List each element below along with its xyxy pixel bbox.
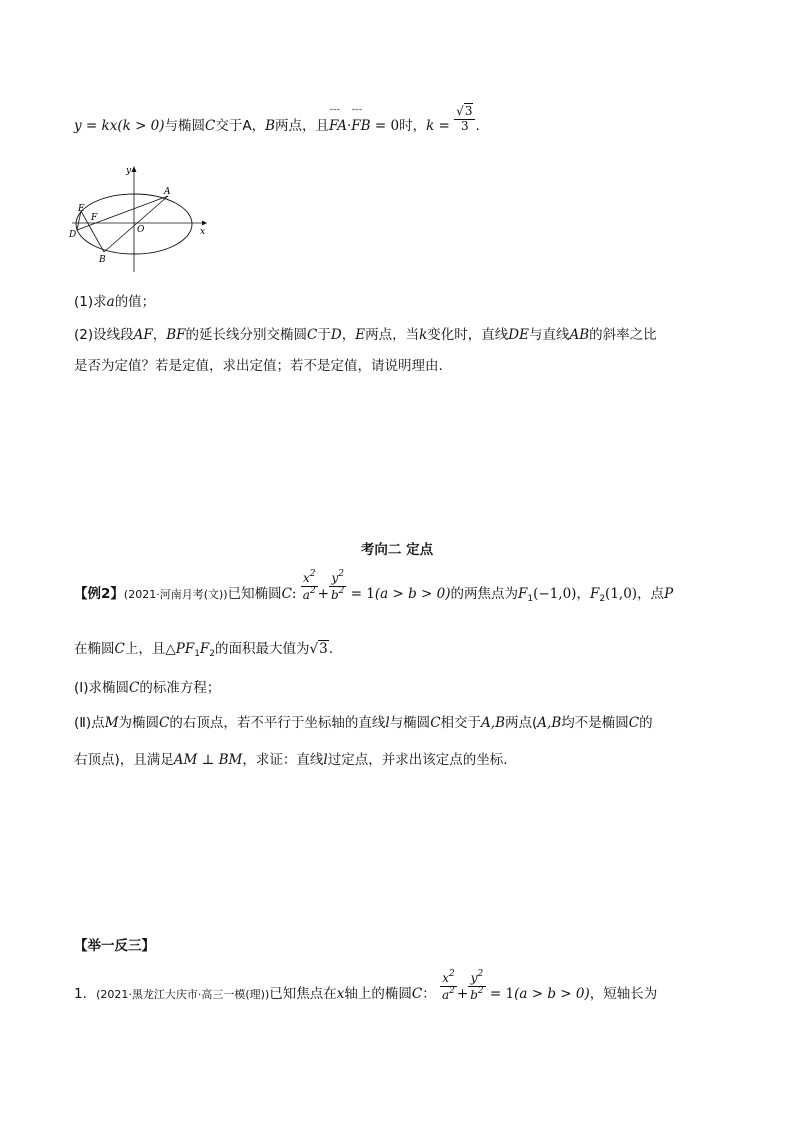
- plus: +: [456, 986, 469, 1002]
- fraction-y2-b2: $\frac{y^2}{b^2}$: [470, 969, 484, 1002]
- point-d: D: [330, 327, 342, 343]
- numerator-x: x: [442, 971, 449, 986]
- text: 已知椭圆: [227, 586, 282, 602]
- text: 于: [317, 327, 331, 343]
- period: .: [328, 641, 334, 657]
- points-ab: A,B: [481, 715, 505, 731]
- ellipse-name: C: [205, 118, 216, 134]
- source: (2021·黑龙江大庆市·高三一模(理)): [96, 988, 270, 1001]
- label-e: E: [78, 204, 85, 214]
- text: 的面积最大值为: [215, 641, 310, 657]
- text: (1)求: [74, 294, 107, 310]
- text: 在椭圆: [74, 641, 115, 657]
- segment-af: AF: [133, 327, 153, 343]
- denominator-a: a: [302, 587, 310, 602]
- subscript: 2: [209, 649, 216, 659]
- equals-one: = 1: [485, 986, 515, 1002]
- sqrt-value: 3: [464, 104, 473, 119]
- text: 的值；: [114, 294, 156, 310]
- line-de: DE: [508, 327, 529, 343]
- label-o: O: [137, 225, 145, 235]
- focus-f1: F: [518, 586, 528, 602]
- text: 的两焦点为: [450, 586, 518, 602]
- perpendicular-condition: AM ⊥ BM: [173, 752, 243, 768]
- ellipse-figure: [68, 160, 218, 275]
- points-ab: A,B: [537, 715, 562, 731]
- text: 两点，当: [365, 327, 420, 343]
- practice-section-title: [74, 934, 155, 954]
- text: 轴上的椭圆: [344, 986, 412, 1002]
- equals-zero: = 0: [370, 118, 400, 134]
- text: 相交于: [440, 715, 482, 731]
- ellipse-name: C: [628, 715, 640, 731]
- ellipse-name: C: [307, 327, 318, 343]
- label-f: F: [91, 213, 98, 223]
- text: 的斜率之比: [589, 327, 657, 343]
- numerator-x: x: [302, 571, 310, 586]
- variable-a: a: [106, 294, 115, 310]
- denominator: 3: [461, 118, 469, 133]
- ellipse-name: C: [159, 715, 170, 731]
- denominator-b: b: [330, 587, 339, 602]
- triangle-f: F: [199, 641, 210, 657]
- problem-line-1: [74, 104, 480, 134]
- fraction-x2-a2: $\frac{x^2}{a^2}$: [302, 569, 316, 602]
- point-e: E: [355, 327, 366, 343]
- section-heading: 考向二 定点: [360, 542, 434, 558]
- dot-product: ·: [347, 118, 352, 134]
- ellipse-name: C: [114, 641, 125, 657]
- example-2-line-2: [74, 637, 333, 659]
- subscript: 1: [194, 649, 200, 659]
- colon: :: [291, 586, 297, 602]
- numerator-y: y: [470, 971, 478, 986]
- x-axis-arrow: [202, 221, 207, 226]
- numerator-y: y: [331, 571, 339, 586]
- condition: (a > b > 0): [374, 586, 451, 602]
- source: (2021·河南月考(文)): [123, 588, 228, 601]
- text: 右顶点)，且满足: [74, 752, 174, 768]
- text: ，短轴长为: [589, 986, 658, 1002]
- k-condition: (k > 0): [117, 118, 165, 134]
- text: (Ⅰ)求椭圆: [74, 680, 130, 696]
- equals-one: = 1: [346, 586, 375, 602]
- subscript: 2: [599, 594, 606, 604]
- point-b: B: [265, 118, 276, 134]
- denominator-a: a: [442, 987, 450, 1002]
- label-y: y: [126, 166, 132, 176]
- text: 均不是椭圆: [561, 715, 629, 731]
- condition: (a > b > 0): [514, 986, 590, 1002]
- ellipse-name: C: [281, 586, 292, 602]
- text: 两点(: [505, 715, 538, 731]
- point-p: P: [664, 586, 674, 602]
- variable-k: k: [419, 327, 428, 343]
- focus-f1-coords: (−1,0): [533, 586, 577, 602]
- text: 过定点，并求出该定点的坐标.: [327, 752, 508, 768]
- text: 的标准方程；: [139, 680, 221, 696]
- example-2-question-1: [74, 676, 220, 696]
- colon: ：: [422, 986, 436, 1002]
- text: 与直线: [528, 327, 570, 343]
- denominator-b: b: [470, 987, 478, 1002]
- subscript: 1: [527, 594, 534, 604]
- text: 变化时，直线: [427, 327, 509, 343]
- segment-ab: [104, 196, 168, 252]
- point-m: M: [104, 715, 119, 731]
- text: ，: [152, 327, 167, 343]
- ellipse-name: C: [430, 715, 441, 731]
- sqrt-value: 3: [319, 641, 328, 657]
- example-2-question-2-line-1: [74, 711, 653, 731]
- label-x: x: [200, 227, 206, 237]
- ellipse-name: C: [411, 986, 423, 1002]
- text: 上，且: [124, 641, 166, 657]
- line-l: l: [323, 752, 328, 768]
- label-d: D: [69, 230, 77, 240]
- k-equals: k =: [426, 118, 450, 134]
- question-2-line-2: [74, 354, 443, 374]
- example-tag: 【例2】: [74, 586, 124, 602]
- focus-f2: F: [589, 586, 600, 602]
- text: 已知焦点在: [269, 986, 337, 1002]
- label-b: B: [99, 255, 106, 265]
- text: ，: [341, 327, 356, 343]
- segment-bf: BF: [166, 327, 186, 343]
- period: .: [475, 118, 480, 134]
- question-2-line-1: [74, 323, 657, 343]
- vector-fb: ˘˘˘ FB: [351, 118, 370, 134]
- text: ，: [576, 586, 590, 602]
- text: ，点: [637, 586, 665, 602]
- triangle-symbol: △: [165, 641, 176, 657]
- sqrt-3: √3: [309, 641, 328, 657]
- line-l: l: [385, 715, 390, 731]
- text: (Ⅱ)点: [74, 715, 105, 731]
- vector-fa: ˘˘˘ FA: [329, 118, 347, 134]
- example-2-question-2-line-2: [74, 748, 508, 768]
- example-2-line-1: [74, 569, 674, 604]
- text: 两点，且: [275, 118, 330, 134]
- line-ab: AB: [569, 327, 590, 343]
- text: 的延长线分别交椭圆: [185, 327, 308, 343]
- text: 与椭圆: [389, 715, 431, 731]
- text: 的: [639, 715, 653, 731]
- fraction-sqrt3-over-3: $\frac{√3}{3}$: [454, 105, 475, 132]
- question-1: [74, 290, 155, 310]
- text: 时，: [399, 118, 427, 134]
- label-a: A: [164, 187, 171, 197]
- triangle-pf: PF: [175, 641, 195, 657]
- practice-problem-1: [74, 969, 658, 1002]
- focus-f2-coords: (1,0): [605, 586, 638, 602]
- problem-number: 1．: [74, 986, 97, 1002]
- text: 【举一反三】: [74, 938, 155, 954]
- text: 为椭圆: [118, 715, 160, 731]
- y-axis-arrow: [132, 166, 137, 172]
- fraction-y2-b2: $\frac{y^2}{b^2}$: [330, 569, 345, 602]
- text: ，求证：直线: [242, 752, 324, 768]
- text: 与椭圆: [164, 118, 206, 134]
- plus: +: [317, 586, 329, 602]
- axis-x: x: [336, 986, 345, 1002]
- text: (2)设线段: [74, 327, 134, 343]
- ellipse-name: C: [129, 680, 140, 696]
- line-equation: y = kx: [74, 118, 118, 134]
- text: 交于A，: [215, 118, 266, 134]
- fraction-x2-a2: $\frac{x^2}{a^2}$: [442, 969, 455, 1002]
- text: 是否为定值？若是定值，求出定值；若不是定值，请说明理由.: [74, 358, 443, 374]
- text: 的右顶点，若不平行于坐标轴的直线: [169, 715, 386, 731]
